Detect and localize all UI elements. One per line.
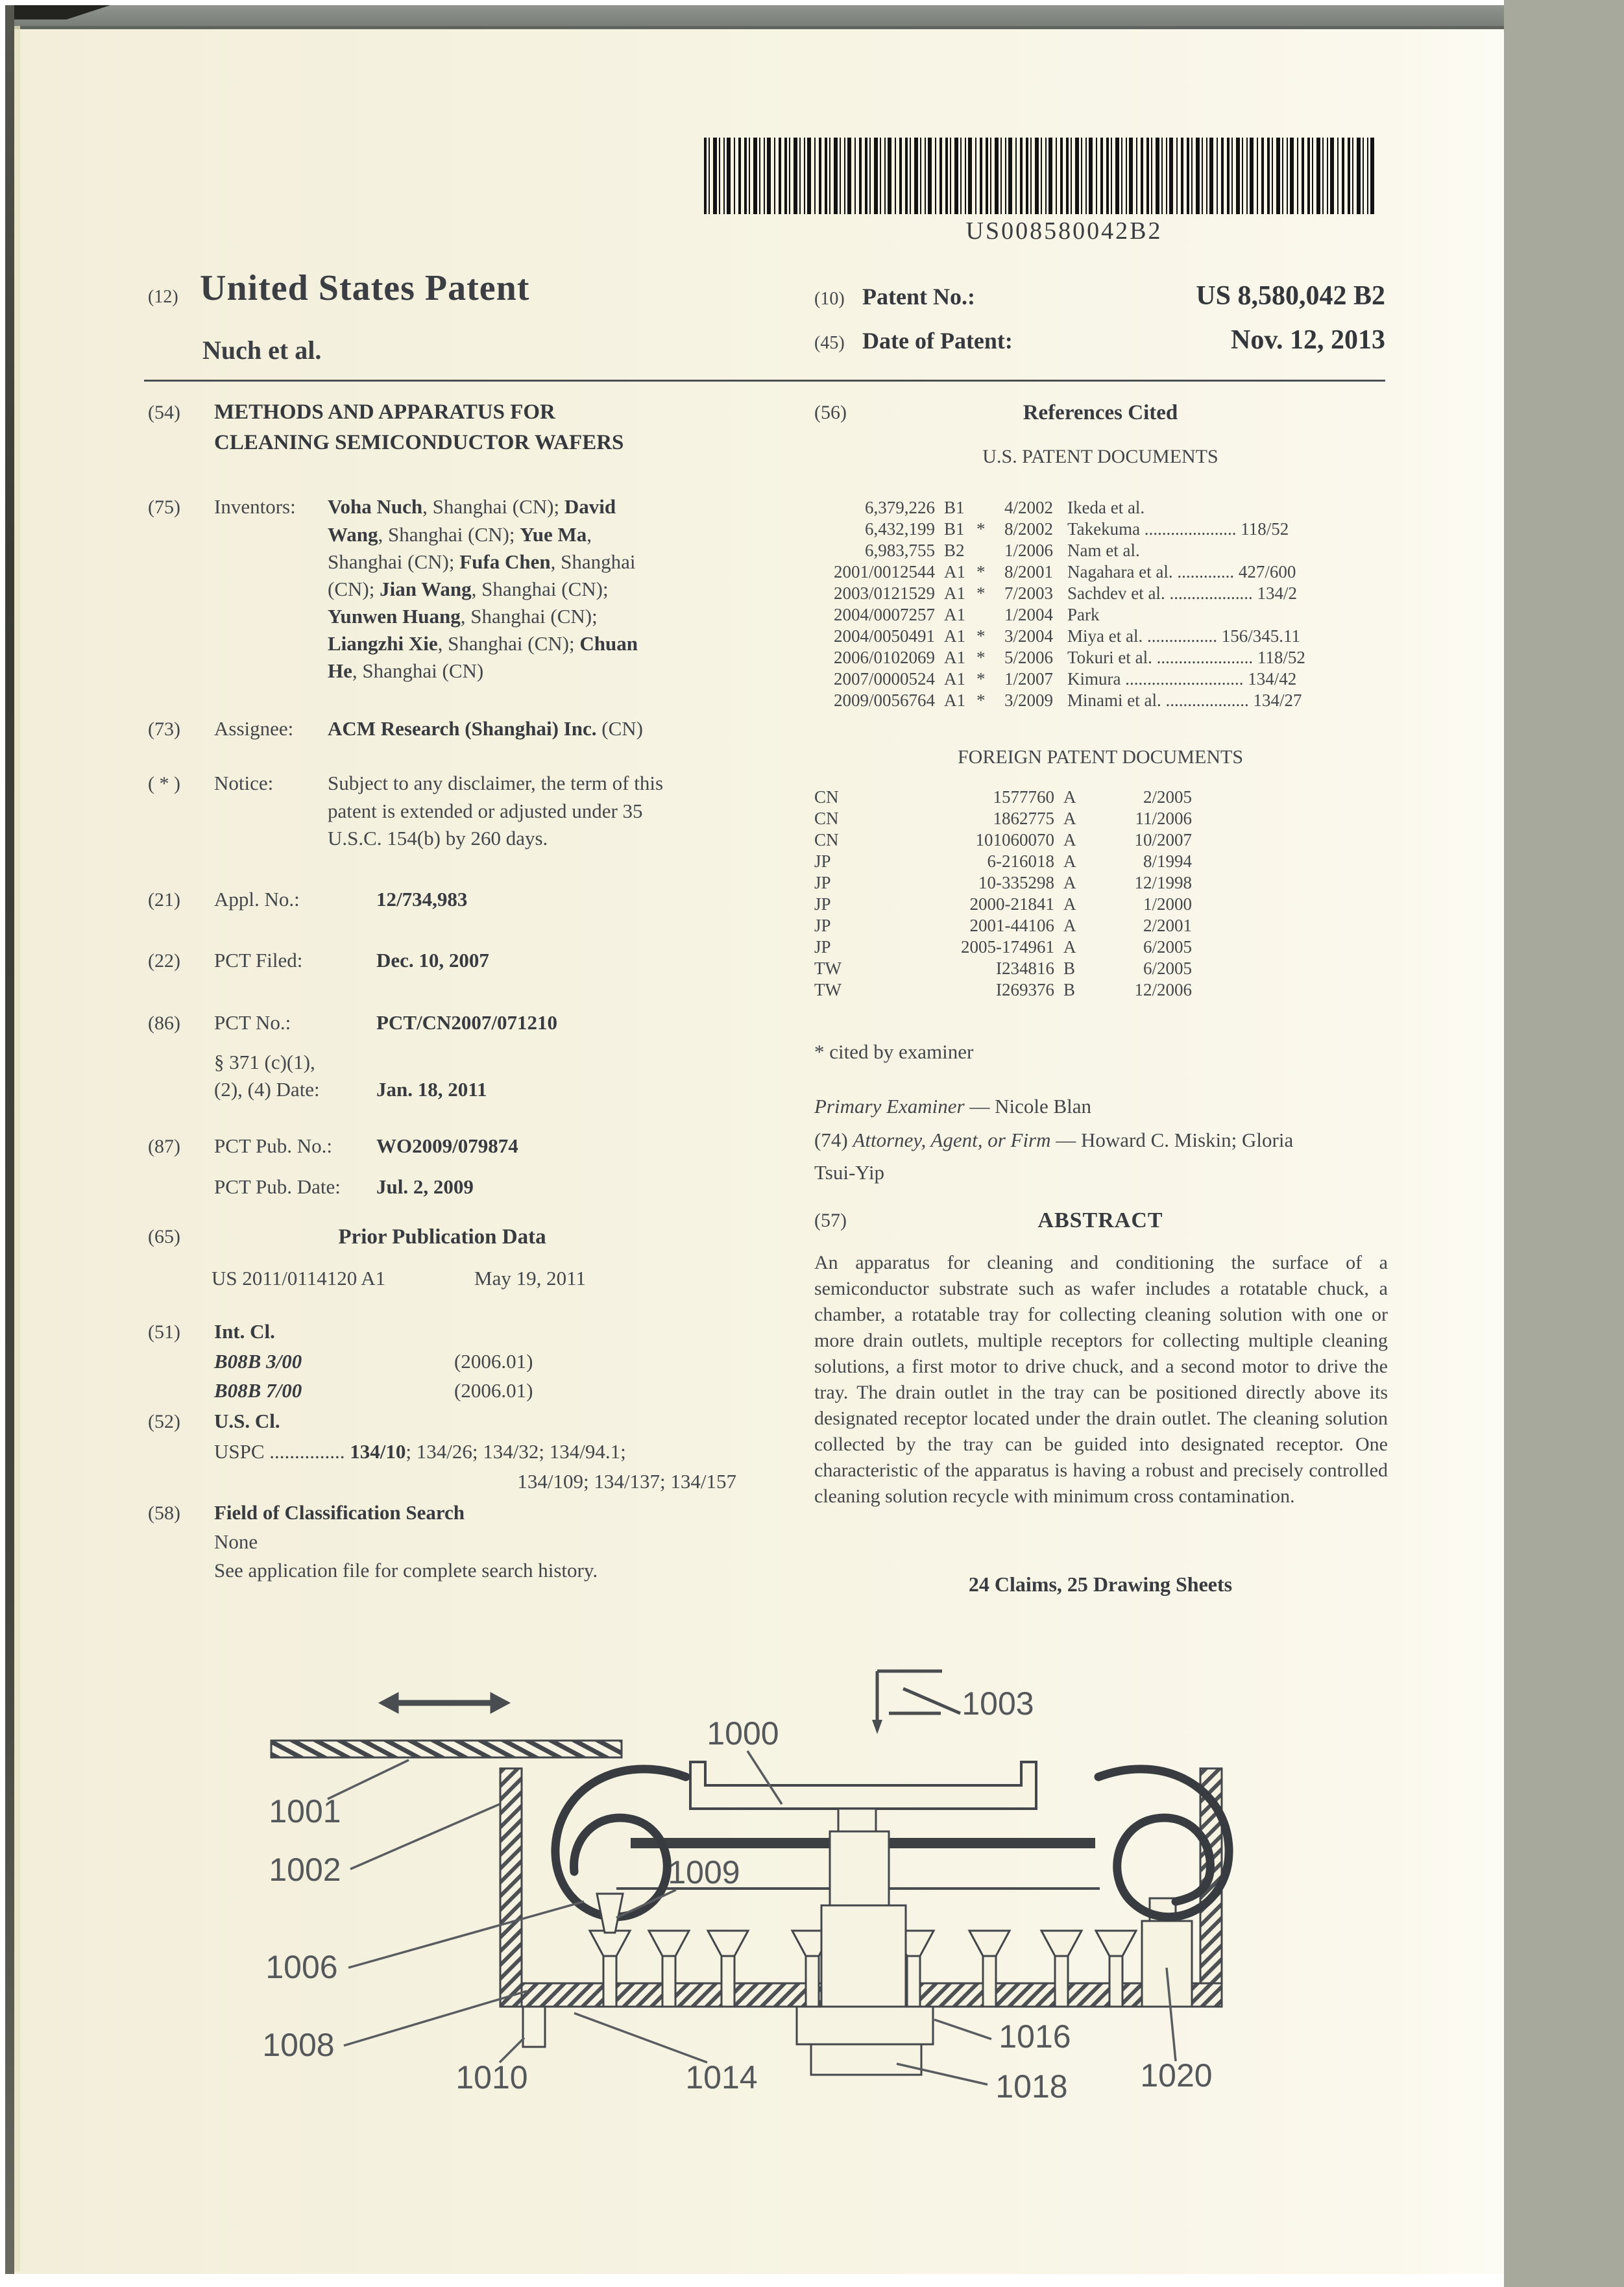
field-search-note: See application file for complete search history. (214, 1559, 598, 1582)
figure-label-1000: 1000 (707, 1715, 779, 1752)
field-65-code: (65) (148, 1226, 180, 1247)
inventors-line: Liangzhi Xie, Shanghai (CN); Chuan (328, 632, 638, 655)
pct-pub-date-label: PCT Pub. Date: (214, 1175, 341, 1198)
patent-number-value: US 8,580,042 B2 (1196, 281, 1385, 311)
pct-371-date-label: (2), (4) Date: (214, 1078, 320, 1101)
scan-left-edge (5, 5, 14, 2274)
invention-title-line2: CLEANING SEMICONDUCTOR WAFERS (214, 431, 624, 454)
table-row: 2003/0121529 A1 * 7/2003 Sachdev et al. ................... 134/2 (833, 583, 1297, 603)
figure-label-1006: 1006 (265, 1949, 338, 1985)
wafer-chuck-tray (690, 1762, 1036, 1809)
pct-371-line: § 371 (c)(1), (214, 1051, 315, 1073)
prior-pub-number: US 2011/0114120 A1 (212, 1267, 386, 1290)
table-row: JP 10-335298 A 12/1998 (814, 873, 1192, 892)
inventors-line: Shanghai (CN); Fufa Chen, Shanghai (328, 550, 636, 573)
invention-title-line1: METHODS AND APPARATUS FOR (214, 400, 555, 424)
prior-pub-title: Prior Publication Data (338, 1225, 546, 1249)
figure-label-1003: 1003 (962, 1685, 1034, 1722)
foreign-docs-table (814, 787, 1387, 1001)
figure-label-1001: 1001 (269, 1793, 341, 1829)
references-cited-title: References Cited (1023, 401, 1178, 424)
notice-label: Notice: (214, 772, 274, 794)
appl-no-label: Appl. No.: (214, 888, 300, 911)
prior-pub-date: May 19, 2011 (474, 1267, 586, 1290)
table-row: 2004/0007257 A1 1/2004 Park (833, 605, 1100, 624)
pct-filed-value: Dec. 10, 2007 (376, 949, 489, 972)
apparatus-figure (195, 1648, 1492, 2287)
table-row: JP 2005-174961 A 6/2005 (814, 937, 1192, 957)
field-73-assignee (148, 715, 738, 743)
appl-no-value: 12/734,983 (376, 888, 468, 911)
field-75-code: (75) (148, 496, 180, 518)
barcode-number: US008580042B2 (965, 217, 1163, 245)
patent-date-label: Date of Patent: (862, 328, 1013, 354)
table-row: CN 101060070 A 10/2007 (814, 830, 1192, 850)
moving-plate-1001 (271, 1741, 622, 1757)
field-51-code: (51) (148, 1321, 180, 1343)
scan-top-edge (13, 5, 1504, 29)
attorney-line2: Tsui-Yip (814, 1161, 885, 1184)
field-12-code: (12) (148, 287, 178, 307)
field-search-none: None (214, 1530, 258, 1553)
foreign-docs-title: FOREIGN PATENT DOCUMENTS (957, 746, 1244, 768)
chamber-left-wall (500, 1768, 522, 2007)
assignee-value: ACM Research (Shanghai) Inc. (CN) (328, 717, 643, 740)
table-row: 2001/0012544 A1 * 8/2001 Nagahara et al. ............. 427/600 (833, 562, 1296, 581)
figure-label-1020: 1020 (1140, 2057, 1213, 2094)
pct-371-date-value: Jan. 18, 2011 (376, 1078, 487, 1101)
patent-date-value: Nov. 12, 2013 (1230, 325, 1385, 355)
int-cl-version: (2006.01) (454, 1350, 533, 1373)
field-86-pct-no (148, 1009, 738, 1103)
table-row: 2007/0000524 A1 * 1/2007 Kimura ........................... 134/42 (833, 669, 1297, 689)
field-73-code: (73) (148, 718, 180, 740)
inventors-line: Voha Nuch, Shanghai (CN); David (328, 495, 616, 518)
drain-box-1016 (797, 2007, 933, 2044)
field-65-prior-pub (148, 1223, 736, 1292)
inventors-line: Yunwen Huang, Shanghai (CN); (328, 605, 598, 628)
pct-no-label: PCT No.: (214, 1011, 291, 1034)
table-row: 6,432,199 B1 * 8/2002 Takekuma ..................... 118/52 (865, 519, 1289, 539)
abstract-text: An apparatus for cleaning and conditioning the surface of a semiconductor substrate such as wafer includes a rotatable chuck, a chamber, a rotatable tray for collecting cleaning solution with one or more drain outlets, multiple receptors for collecting multiple cleaning solutions, a first motor to drive chuck, and a second motor to drive the tray. The drain outlet in the tray can be positioned directly above its designated receptor located under the drain outlet. The cleaning solution collected by the tray can be guided into designated receptor. One characteristic of the apparatus is having a robust and precisely controlled cleaning solution recycle with minimum cross contamination. (814, 1252, 1388, 1507)
field-56-references (814, 399, 1387, 471)
table-row: 2004/0050491 A1 * 3/2004 Miya et al. ................ 156/345.11 (833, 626, 1300, 646)
pct-pub-no-value: WO2009/079874 (376, 1134, 518, 1157)
pct-filed-label: PCT Filed: (214, 949, 303, 972)
field-21-appl-no (148, 886, 738, 914)
table-row: TW I269376 B 12/2006 (814, 980, 1192, 999)
field-86-code: (86) (148, 1012, 180, 1034)
field-57-code: (57) (814, 1210, 847, 1231)
field-87-code: (87) (148, 1136, 180, 1157)
us-cl-label: U.S. Cl. (214, 1410, 280, 1432)
field-22-code: (22) (148, 950, 180, 972)
field-56-code: (56) (814, 402, 847, 423)
prior-pub-row (148, 1265, 736, 1292)
table-row: 6,983,755 B2 1/2006 Nam et al. (865, 541, 1140, 560)
cited-by-examiner-note: * cited by examiner (814, 1040, 974, 1063)
table-row: CN 1577760 A 2/2005 (814, 787, 1192, 807)
page-title: United States Patent (200, 268, 530, 308)
table-row: 2009/0056764 A1 * 3/2009 Minami et al. ................... 134/27 (833, 691, 1302, 710)
field-54-code: (54) (148, 402, 180, 423)
first-party-line: Nuch et al. (202, 336, 322, 365)
field-58-code: (58) (148, 1502, 180, 1524)
int-cl-label: Int. Cl. (214, 1320, 275, 1343)
table-row: JP 2001-44106 A 2/2001 (814, 916, 1192, 935)
field-52-us-cl (148, 1406, 736, 1497)
field-notice (148, 770, 738, 852)
motor-arrowhead (872, 1720, 882, 1734)
inventors-label: Inventors: (214, 495, 296, 518)
attorney-block (814, 1124, 1398, 1189)
us-patent-docs-table (814, 497, 1387, 711)
figure-label-1009: 1009 (668, 1854, 740, 1890)
table-row: JP 6-216018 A 8/1994 (814, 851, 1192, 871)
scan-left-tint (14, 26, 20, 2271)
int-cl-class: B08B 3/00 (214, 1350, 302, 1373)
field-87-pct-pub (148, 1132, 738, 1201)
pct-pub-date-value: Jul. 2, 2009 (376, 1175, 474, 1198)
us-patent-docs-title: U.S. PATENT DOCUMENTS (982, 446, 1218, 467)
field-search-label: Field of Classification Search (214, 1501, 465, 1524)
attorney-line1: (74) Attorney, Agent, or Firm — Howard C. Miskin; Gloria (814, 1129, 1294, 1151)
figure-label-1014: 1014 (685, 2059, 758, 2096)
patent-number-label: Patent No.: (862, 284, 975, 310)
field-22-pct-filed (148, 947, 738, 975)
pct-no-value: PCT/CN2007/071210 (376, 1011, 557, 1034)
pct-pub-date-row (148, 1173, 738, 1201)
notice-line1: Subject to any disclaimer, the term of this (328, 772, 664, 794)
table-row: CN 1862775 A 11/2006 (814, 809, 1192, 828)
int-cl-class: B08B 7/00 (214, 1379, 302, 1402)
patent-number-row (814, 280, 1385, 312)
field-21-code: (21) (148, 889, 180, 911)
motor-icon (877, 1671, 960, 1723)
table-row: 6,379,226 B1 4/2002 Ikeda et al. (865, 498, 1145, 517)
field-58-search (148, 1498, 738, 1585)
field-57-abstract-head (814, 1207, 1387, 1234)
table-row: TW I234816 B 6/2005 (814, 959, 1192, 978)
patent-date-row (814, 324, 1385, 356)
figure-label-1018: 1018 (995, 2068, 1068, 2105)
uspc-line1: USPC ............... 134/10; 134/26; 134/32; 134/94.1; (214, 1440, 626, 1463)
scan-right-margin (1504, 0, 1624, 2287)
field-54-title (148, 397, 738, 458)
assignee-label: Assignee: (214, 717, 294, 740)
claims-sheets-line: 24 Claims, 25 Drawing Sheets (968, 1572, 1233, 1596)
pct-pub-no-label: PCT Pub. No.: (214, 1134, 333, 1157)
pct-371-date-row (148, 1076, 738, 1103)
barcode (704, 138, 1376, 214)
header-rule (144, 380, 1385, 382)
figure-label-1008: 1008 (262, 2027, 335, 2063)
spray-nozzle-1009 (597, 1894, 623, 1933)
field-52-code: (52) (148, 1411, 180, 1432)
drain-box-1018 (811, 2044, 921, 2075)
abstract-title: ABSTRACT (1037, 1208, 1163, 1232)
int-cl-version: (2006.01) (454, 1379, 533, 1402)
field-51-int-cl (148, 1317, 738, 1405)
field-45-code: (45) (814, 333, 845, 353)
notice-line2: patent is extended or adjusted under 35 (328, 800, 643, 822)
inventors-line: Wang, Shanghai (CN); Yue Ma, (328, 523, 592, 546)
oscillation-arrow-icon (379, 1693, 510, 1713)
table-row: JP 2000-21841 A 1/2000 (814, 894, 1192, 914)
figure-label-1010: 1010 (455, 2059, 528, 2096)
uspc-line2: 134/109; 134/137; 134/157 (517, 1470, 736, 1493)
notice-line3: U.S.C. 154(b) by 260 days. (328, 827, 548, 850)
figure-label-1016: 1016 (999, 2018, 1071, 2055)
inventors-line: (CN); Jian Wang, Shanghai (CN); (328, 578, 609, 600)
tray-leg-1010 (523, 2007, 545, 2047)
inventors-line: He, Shanghai (CN) (328, 659, 484, 682)
examiner-line: Primary Examiner — Nicole Blan (814, 1095, 1092, 1118)
notice-asterisk: ( * ) (148, 773, 180, 794)
field-75-inventors (148, 493, 738, 685)
figure-label-1002: 1002 (269, 1852, 341, 1888)
table-row: 2006/0102069 A1 * 5/2006 Tokuri et al. ...................... 118/52 (833, 648, 1305, 667)
field-10-code: (10) (814, 289, 845, 309)
